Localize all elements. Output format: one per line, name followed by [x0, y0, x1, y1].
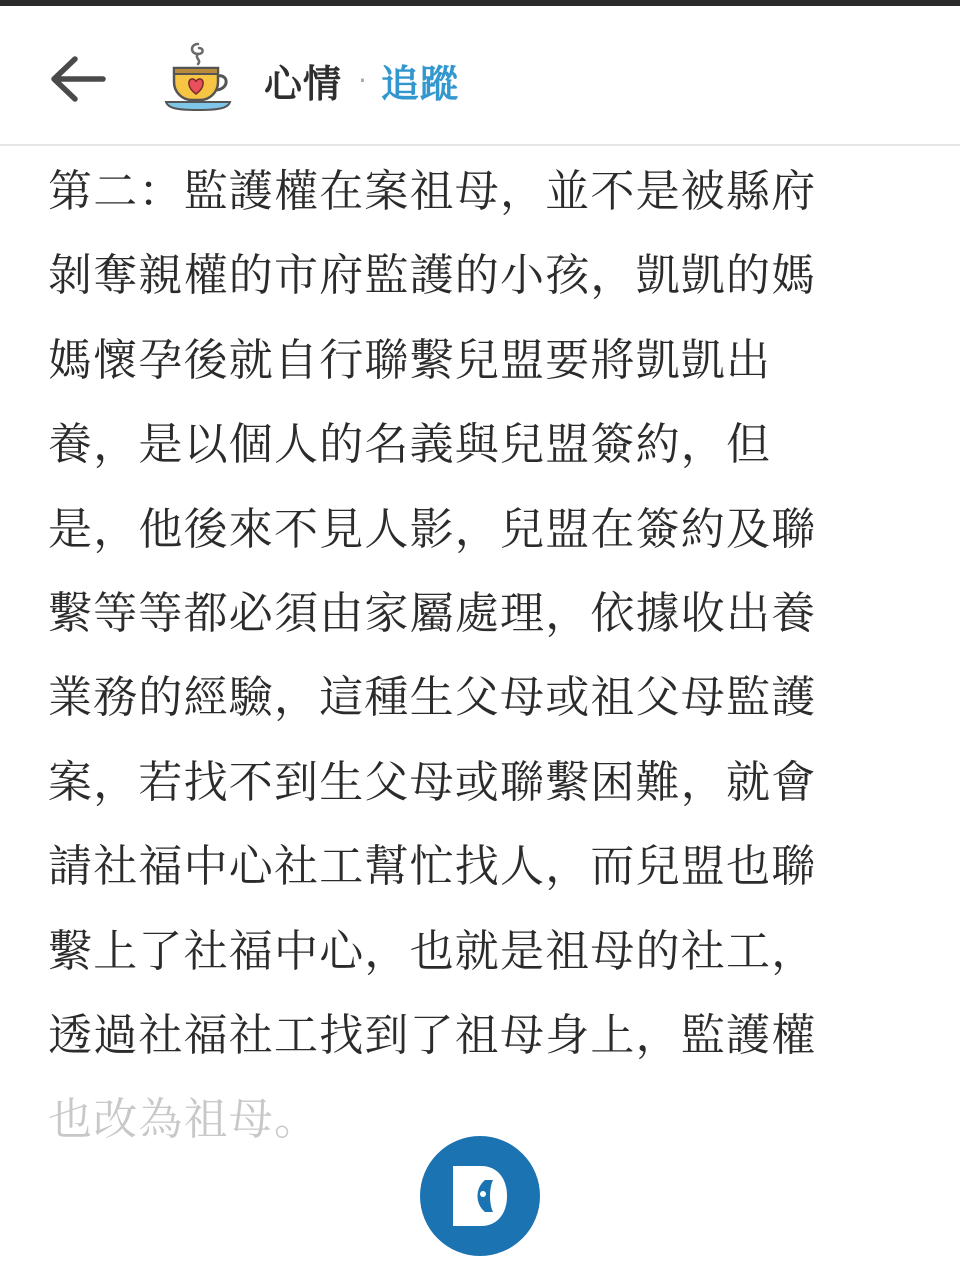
article-line: 透過社福社工找到了祖母身上，監護權 [48, 1010, 817, 1062]
article-line: 養，是以個人的名義與兒盟簽約，但 [48, 419, 772, 471]
article-line: 業務的經驗，這種生父母或祖父母監護 [48, 672, 817, 724]
back-button[interactable] [44, 46, 110, 112]
title-separator: · [358, 63, 367, 97]
article-body [48, 150, 898, 1163]
dcard-logo-icon [445, 1158, 515, 1234]
dcard-home-button[interactable] [420, 1136, 540, 1256]
article-line-faded: 也改為祖母。 [48, 1094, 320, 1146]
article-line: 剝奪親權的市府監護的小孩，凱凱的媽 [48, 250, 817, 302]
article-line: 請社福中心社工幫忙找人，而兒盟也聯 [48, 841, 817, 893]
arrow-left-icon [47, 55, 107, 103]
board-title-row [264, 50, 459, 110]
article-line: 繫上了社福中心，也就是祖母的社工， [48, 925, 817, 977]
teacup-heart-icon[interactable] [160, 38, 236, 114]
article-line: 是，他後來不見人影，兒盟在簽約及聯 [48, 503, 817, 555]
article-line: 媽懷孕後就自行聯繫兒盟要將凱凱出 [48, 334, 772, 386]
follow-button[interactable]: 追蹤 [380, 61, 459, 106]
article-line: 繫等等都必須由家屬處理，依據收出養 [48, 588, 817, 640]
header-bar [0, 6, 960, 146]
board-name[interactable]: 心情 [264, 61, 343, 106]
article-line: 第二：監護權在案祖母，並不是被縣府 [48, 166, 817, 217]
article-line: 案，若找不到生父母或聯繫困難，就會 [48, 756, 817, 808]
